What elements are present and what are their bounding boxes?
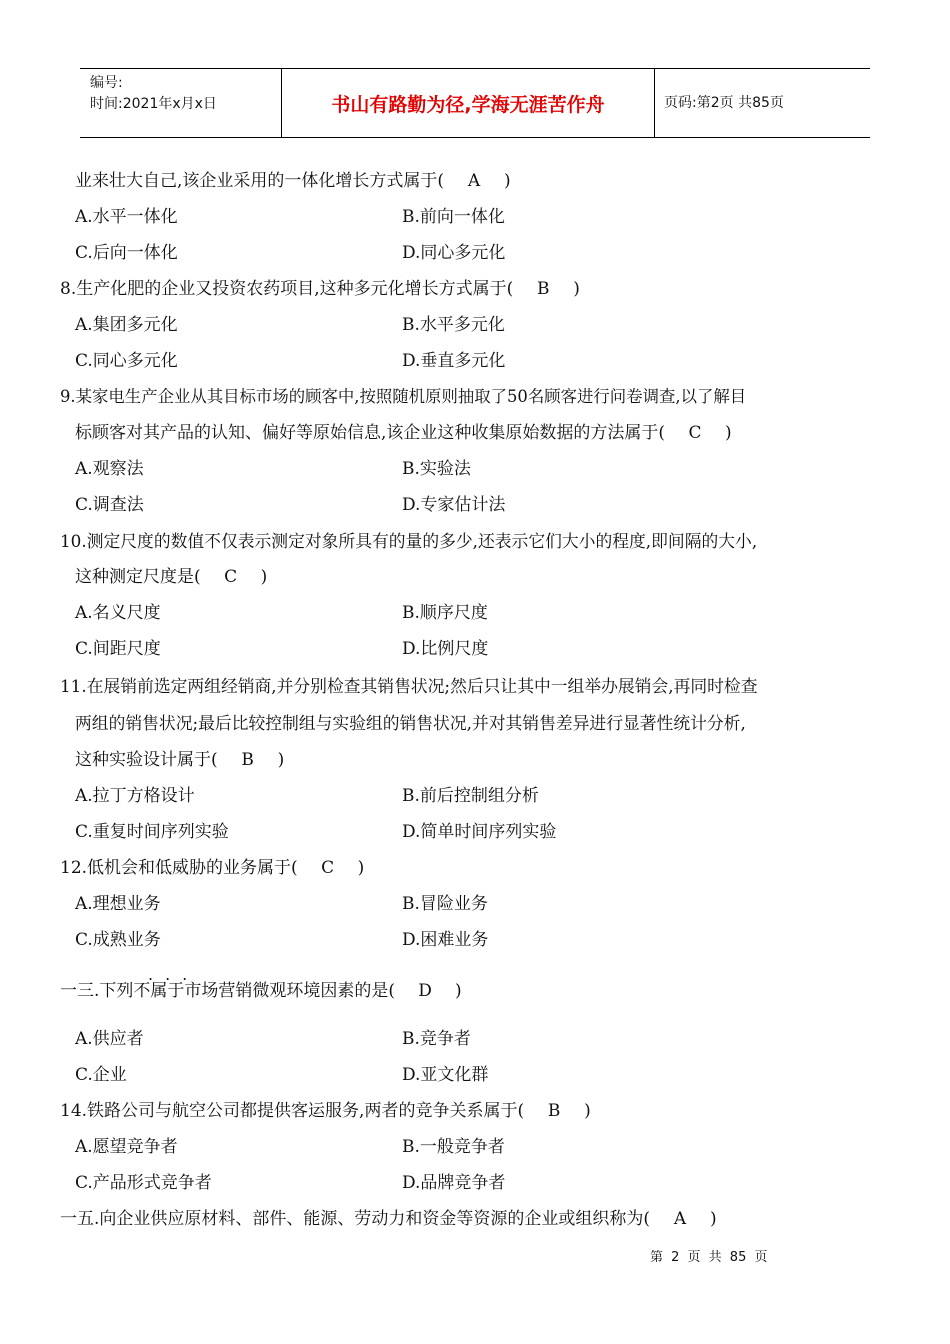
option-d: D.同心多元化 — [402, 243, 506, 263]
question-stem: 9.某家电生产企业从其目标市场的顾客中,按照随机原则抽取了50名顾客进行问卷调查,以了解目 — [60, 387, 747, 406]
option-b: B.水平多元化 — [402, 315, 505, 335]
option-d: D.品牌竞争者 — [402, 1173, 506, 1193]
answer-letter: C — [224, 567, 238, 587]
option-c: C.调查法 — [75, 495, 144, 515]
option-a: A.观察法 — [75, 459, 144, 479]
answer-letter: C — [688, 423, 702, 443]
answer-letter: B — [547, 1101, 561, 1121]
header-motto: 书山有路勤为径,学海无涯苦作舟 — [331, 93, 605, 116]
header-time-label: 时间:2021年x月x日 — [90, 96, 217, 112]
option-b: B.前后控制组分析 — [402, 786, 539, 806]
option-a: A.理想业务 — [75, 894, 161, 914]
option-a: A.拉丁方格设计 — [75, 786, 195, 806]
answer-letter: D — [418, 981, 432, 1001]
question-stem-continued: 这种测定尺度是( C ) — [75, 567, 268, 587]
option-c: C.企业 — [75, 1065, 127, 1085]
option-d: D.专家估计法 — [402, 495, 506, 515]
header-divider — [654, 69, 655, 137]
page-header — [80, 68, 870, 138]
answer-letter: B — [241, 750, 254, 770]
option-d: D.简单时间序列实验 — [402, 822, 557, 842]
option-b: B.竞争者 — [402, 1029, 471, 1049]
option-b: B.顺序尺度 — [402, 603, 488, 623]
question-stem: 11.在展销前选定两组经销商,并分别检查其销售状况;然后只让其中一组举办展销会,再同时检查 — [60, 676, 758, 696]
option-b: B.前向一体化 — [402, 207, 505, 227]
answer-letter: A — [673, 1209, 687, 1229]
option-b: B.一般竞争者 — [402, 1137, 505, 1157]
option-a: A.供应者 — [75, 1029, 144, 1049]
question-stem-continued: 标顾客对其产品的认知、偏好等原始信息,该企业这种收集原始数据的方法属于( C ) — [75, 423, 732, 443]
answer-letter: C — [321, 858, 335, 878]
option-a: A.集团多元化 — [75, 315, 178, 335]
option-d: D.比例尺度 — [402, 639, 489, 659]
header-page-info: 页码:第2页 共85页 — [664, 95, 784, 111]
option-c: C.后向一体化 — [75, 243, 178, 263]
question-stem-continued: 两组的销售状况;最后比较控制组与实验组的销售状况,并对其销售差异进行显著性统计分析, — [75, 713, 746, 733]
question-stem-continued: 这种实验设计属于( B ) — [75, 750, 285, 770]
header-meta — [90, 73, 217, 115]
question-stem: 业来壮大自己,该企业采用的一体化增长方式属于( A ) — [75, 171, 511, 191]
option-a: A.名义尺度 — [75, 603, 161, 623]
option-c: C.同心多元化 — [75, 351, 178, 371]
option-a: A.水平一体化 — [75, 207, 178, 227]
question-stem: 10.测定尺度的数值不仅表示测定对象所具有的量的多少,还表示它们大小的程度,即间隔的大小, — [60, 531, 758, 551]
option-a: A.愿望竞争者 — [75, 1137, 178, 1157]
option-b: B.实验法 — [402, 459, 471, 479]
question-stem: 一五.向企业供应原材料、部件、能源、劳动力和资金等资源的企业或组织称为( A ) — [60, 1209, 717, 1229]
option-d: D.亚文化群 — [402, 1065, 489, 1085]
option-c: C.成熟业务 — [75, 930, 161, 950]
question-stem: 8.生产化肥的企业又投资农药项目,这种多元化增长方式属于( B ) — [60, 279, 580, 299]
option-c: C.重复时间序列实验 — [75, 822, 229, 842]
answer-letter: A — [467, 171, 481, 191]
option-c: C.间距尺度 — [75, 639, 161, 659]
header-number-label: 编号: — [90, 75, 123, 91]
page-footer: 第 2 页 共 85 页 — [650, 1250, 768, 1265]
question-stem: 12.低机会和低威胁的业务属于( C ) — [60, 858, 365, 878]
option-d: D.垂直多元化 — [402, 351, 506, 371]
question-stem: 14.铁路公司与航空公司都提供客运服务,两者的竞争关系属于( B ) — [60, 1101, 591, 1121]
option-b: B.冒险业务 — [402, 894, 488, 914]
option-c: C.产品形式竞争者 — [75, 1173, 212, 1193]
question-stem: 一三.下列不属于市场营销微观环境因素的是( D ) — [60, 981, 462, 1001]
option-d: D.困难业务 — [402, 930, 489, 950]
emphasis-dots: ... — [148, 965, 200, 984]
answer-letter: B — [537, 279, 550, 299]
